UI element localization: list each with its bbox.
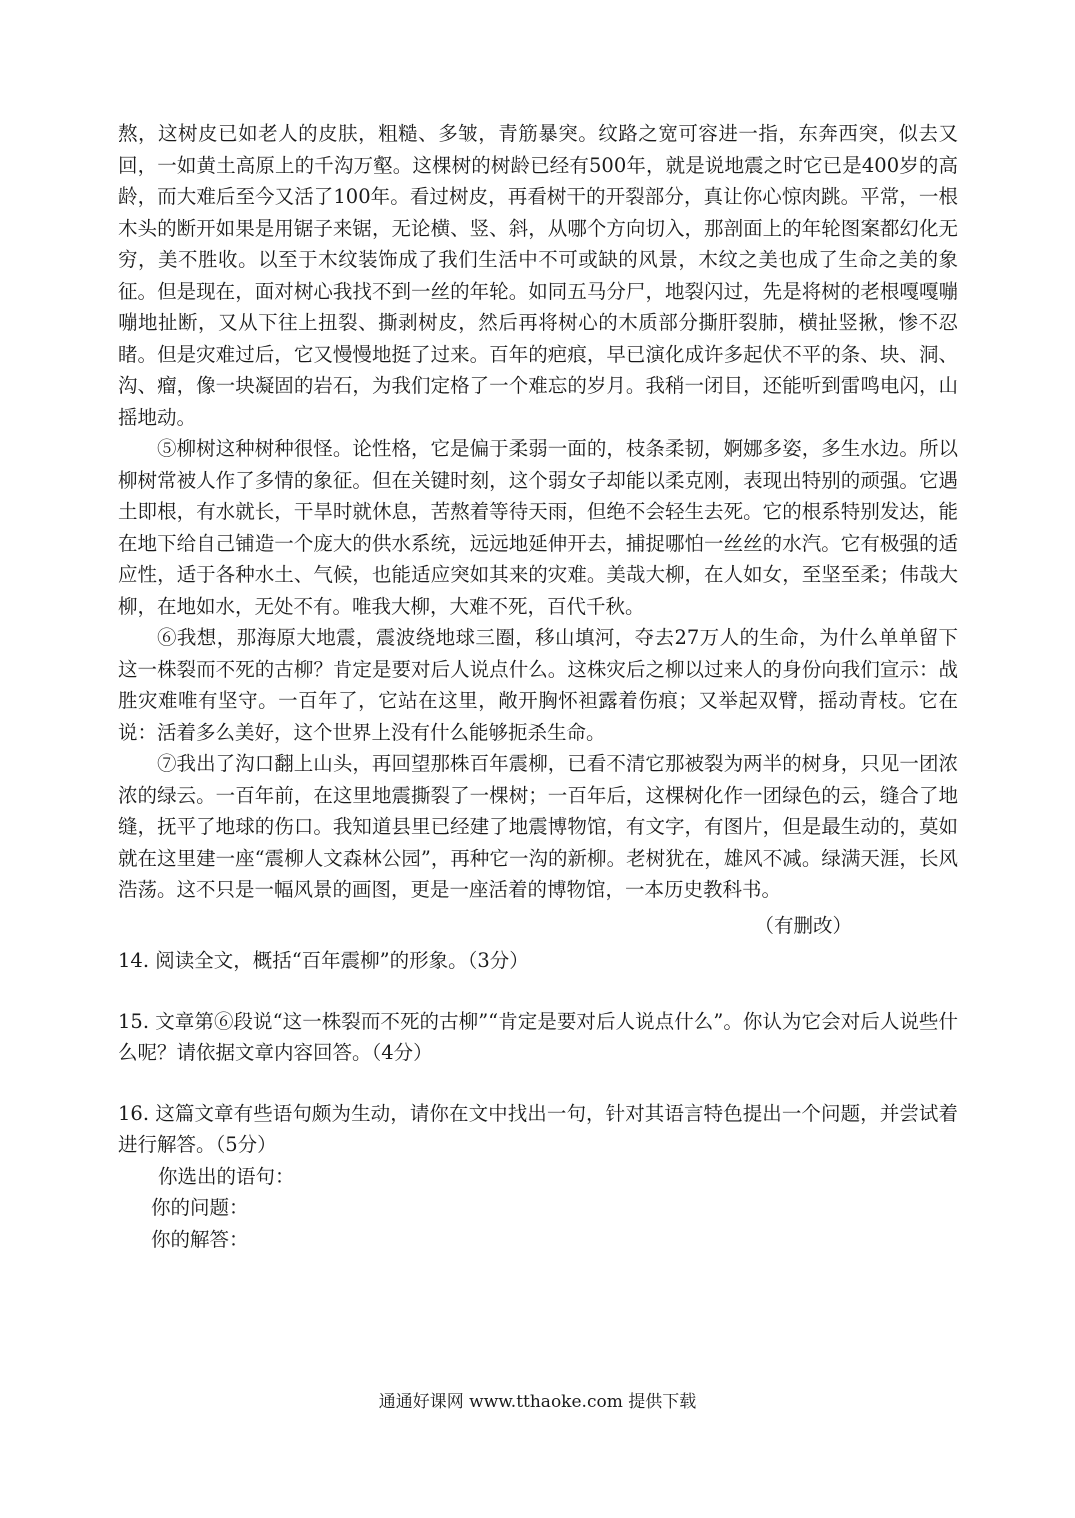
answer-solution-label: 你的解答： [151, 1227, 249, 1251]
question-14: 14. 阅读全文，概括“百年震柳”的形象。（3分） [118, 949, 529, 972]
passage-paragraph-7: ⑦我出了沟口翻上山头，再回望那株百年震柳，已看不清它那被裂为两半的树身，只见一团浓浓的绿云。一百年前，在这里地震撕裂了一棵树；一百年后，这棵树化作一团绿色的云，缝合了地缝，抚平了地球的伤口。我知道县里已经建了地震博物馆，有文字，有图片，但是最生动的，莫如就在这里建一座“震柳人文森林公园”，再种它一沟的新柳。老树犹在，雄风不减。绿满天涯，长风浩荡。这不只是一幅风景的画图，更是一座活着的博物馆，一本历史教科书。 [118, 752, 958, 901]
passage-paragraph-continuation: 熬，这树皮已如老人的皮肤，粗糙、多皱，青筋暴突。纹路之宽可容进一指，东奔西突，似去又回，一如黄土高原上的千沟万壑。这棵树的树龄已经有500年，就是说地震之时它已是400岁的高龄，而大难后至今又活了100年。看过树皮，再看树干的开裂部分，真让你心惊肉跳。平常，一根木头的断开如果是用锯子来锯，无论横、竖、斜，从哪个方向切入，那剖面上的年轮图案都幻化无穷，美不胜收。以至于木纹装饰成了我们生活中不可或缺的风景，木纹之美也成了生命之美的象征。但是现在，面对树心我找不到一丝的年轮。如同五马分尸，地裂闪过，先是将树的老根嘎嘎嘣嘣地扯断，又从下往上扭裂、撕剥树皮，然后再将树心的木质部分撕肝裂肺，横扯竖揪，惨不忍睹。但是灾难过后，它又慢慢地挺了过来。百年的疤痕，早已演化成许多起伏不平的条、块、洞、沟、瘤，像一块凝固的岩石，为我们定格了一个难忘的岁月。我稍一闭目，还能听到雷鸣电闪，山摇地动。 [118, 122, 958, 429]
passage-paragraph-5: ⑤柳树这种树种很怪。论性格，它是偏于柔弱一面的，枝条柔韧，婀娜多姿，多生水边。所以柳树常被人作了多情的象征。但在关键时刻，这个弱女子却能以柔克刚，表现出特别的顽强。它遇土即根，有水就长，干旱时就休息，苦熬着等待天雨，但绝不会轻生去死。它的根系特别发达，能在地下给自己铺造一个庞大的供水系统，远远地延伸开去，捕捉哪怕一丝丝的水汽。它有极强的适应性，适于各种水土、气候，也能适应突如其来的灾难。美哉大柳，在人如女，至坚至柔；伟哉大柳，在地如水，无处不有。唯我大柳，大难不死，百代千秋。 [118, 437, 958, 618]
question-15: 15. 文章第⑥段说“这一株裂而不死的古柳”“肯定是要对后人说点什么”。你认为它会对后人说些什么呢？请依据文章内容回答。（4分） [118, 1009, 958, 1064]
source-note: （有删改） [754, 913, 852, 937]
document-page [118, 118, 958, 1255]
answer-sentence-label: 你选出的语句： [158, 1164, 295, 1188]
passage-paragraph-6: ⑥我想，那海原大地震，震波绕地球三圈，移山填河，夺去27万人的生命，为什么单单留下这一株裂而不死的古柳？肯定是要对后人说点什么。这株灾后之柳以过来人的身份向我们宣示：战胜灾难唯有坚守。一百年了，它站在这里，敞开胸怀袒露着伤痕；又举起双臂，摇动青枝。它在说：活着多么美好，这个世界上没有什么能够扼杀生命。 [118, 626, 958, 744]
question-16: 16. 这篇文章有些语句颇为生动，请你在文中找出一句，针对其语言特色提出一个问题，并尝试着进行解答。（5分） [118, 1101, 958, 1156]
page-footer: 通通好课网 www.tthaoke.com 提供下载 [378, 1392, 697, 1412]
answer-question-label: 你的问题： [151, 1196, 249, 1219]
